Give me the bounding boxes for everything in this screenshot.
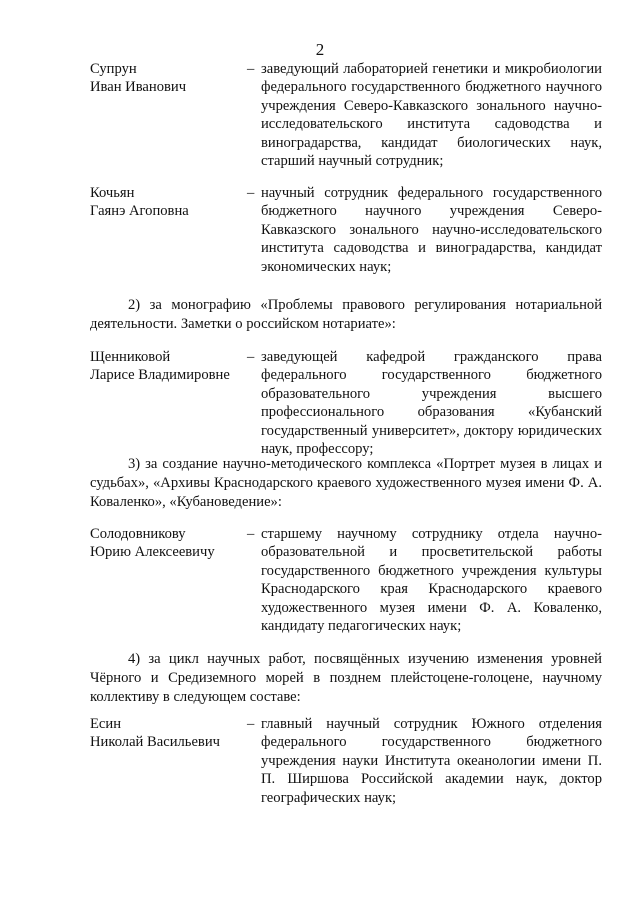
award-item-3: 3) за создание научно-методического комплекса «Портрет музея в лицах и судьбах», «Архивы Краснодарского краевого художественного музея имени Ф. А. Коваленко», «Кубановедение»: xyxy=(90,456,602,510)
dash-separator: – xyxy=(247,526,255,542)
awardee-surname: Есин xyxy=(90,716,122,732)
dash-separator: – xyxy=(247,185,255,201)
awardee-description: старшему научному сотруднику отдела научно-образовательной и просветительской работы государственного бюджетного учреждения культуры Краснодарского края Краснодарского краевого художественного музея имени Ф. А. Коваленко, кандидату педагогических наук; xyxy=(261,526,602,635)
awardee-given-name: Николай Васильевич xyxy=(90,734,220,751)
awardee-name xyxy=(90,715,250,752)
awardee-name xyxy=(90,184,250,221)
awardee-name xyxy=(90,525,250,562)
awardee-surname: Солодовникову xyxy=(90,526,186,542)
dash-separator: – xyxy=(247,61,255,77)
awardee-name xyxy=(90,348,250,385)
awardee-surname: Супрун xyxy=(90,61,137,77)
awardee-given-name: Гаянэ Агоповна xyxy=(90,203,189,220)
awardee-given-name: Юрию Алексеевичу xyxy=(90,544,215,561)
awardee-given-name: Иван Иванович xyxy=(90,79,187,96)
dash-separator: – xyxy=(247,349,255,365)
awardee-description: заведующей кафедрой гражданского права федерального государственного бюджетного образовательного учреждения высшего профессионального образования «Кубанский государственный университет», доктору юридических наук, профессору; xyxy=(261,349,602,458)
awardee-name xyxy=(90,60,250,97)
awardee-given-name: Ларисе Владимировне xyxy=(90,367,230,384)
dash-separator: – xyxy=(247,716,255,732)
page-number: 2 xyxy=(315,40,325,59)
award-item-2: 2) за монографию «Проблемы правового регулирования нотариальной деятельности. Заметки о российском нотариате»: xyxy=(90,297,602,332)
awardee-surname: Кочьян xyxy=(90,185,135,201)
awardee-description: научный сотрудник федерального государственного бюджетного научного учреждения Северо-Кавказского зонального научно-исследовательского института садоводства и виноградарства, кандидат экономических наук; xyxy=(261,185,602,275)
award-item-4: 4) за цикл научных работ, посвящённых изучению изменения уровней Чёрного и Средиземного морей в позднем плейстоцене-голоцене, научному коллективу в следующем составе: xyxy=(90,651,602,705)
awardee-description: главный научный сотрудник Южного отделения федерального государственного бюджетного учреждения науки Института океанологии имени П. П. Ширшова Российской академии наук, доктор географических наук; xyxy=(261,716,602,806)
awardee-description: заведующий лабораторией генетики и микробиологии федерального государственного бюджетного научного учреждения Северо-Кавказского зонального научно-исследовательского института садоводства и виноградарства, кандидат биологических наук, старший научный сотрудник; xyxy=(261,61,602,170)
awardee-surname: Щенниковой xyxy=(90,349,171,365)
